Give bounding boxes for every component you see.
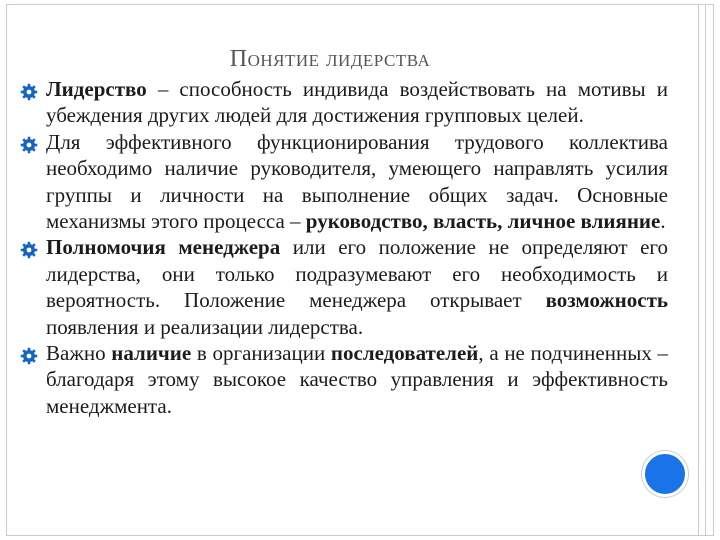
slide-title: Понятие лидерства [229, 46, 431, 72]
bullet-text: или его положение не определяют его лидерства, они только подразумевают его необходимость и вероятность. Положение менеджера открывает [46, 235, 668, 313]
bullet-item [20, 340, 668, 419]
bullet-text-bold: наличие [111, 341, 192, 366]
bullet-item [20, 234, 668, 340]
decorative-dot [642, 451, 688, 497]
bullet-text: – способность индивида воздействовать на мотивы и убеждения других людей для достижения групповых целей. [46, 77, 668, 128]
gear-icon [20, 239, 38, 257]
slide-frame-rail [698, 4, 706, 536]
bullet-item [20, 129, 668, 235]
bullet-text-bold: Полномочия менеджера [46, 235, 281, 260]
slide-content [20, 76, 668, 419]
gear-icon [20, 345, 38, 363]
bullet-text-bold: руководство, власть, личное влияние [305, 209, 661, 234]
gear-icon [20, 81, 38, 99]
bullet-text-bold: возможность [545, 288, 668, 313]
gear-icon [20, 134, 38, 152]
bullet-text: появления и реализации лидерства. [46, 314, 364, 339]
bullet-text-bold: последователей [330, 341, 479, 366]
bullet-text: , а не подчиненных – благодаря этому высокое качество управления и эффективность менеджмента. [46, 341, 668, 418]
bullet-text-bold: Лидерство [46, 77, 147, 101]
bullet-text: в организации [191, 341, 331, 366]
bullet-item [20, 76, 668, 129]
bullet-text: Важно [46, 341, 112, 366]
bullet-text: Для эффективного функционирования трудового коллектива необходимо наличие руководителя, умеющего направлять усилия группы и личности на выполнение общих задач. Основные механизмы этого процесса – [46, 129, 668, 234]
bullet-text: . [660, 209, 666, 234]
